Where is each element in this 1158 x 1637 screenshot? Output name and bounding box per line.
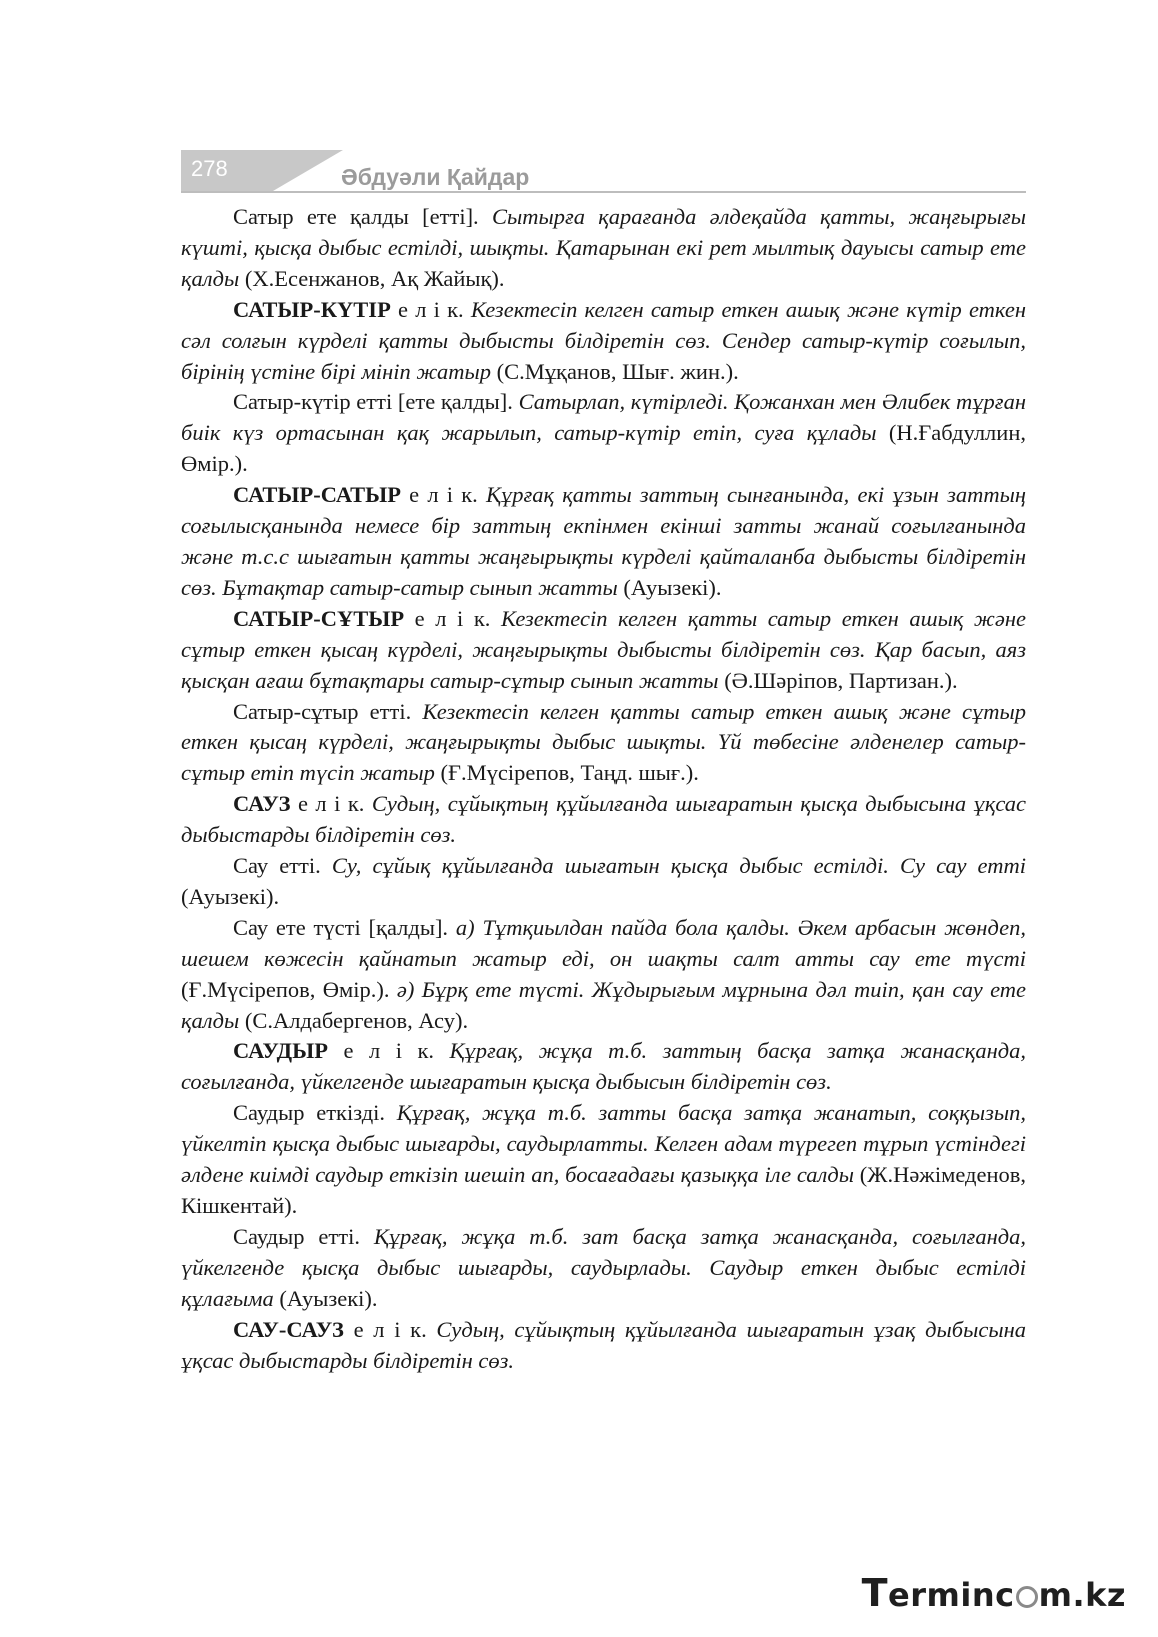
entry-source: (Ә.Шәріпов, Партизан.).: [718, 667, 958, 693]
entry-text: Сатыр ете қалды [етті].: [233, 204, 492, 229]
page-number: 278: [191, 156, 228, 181]
watermark-text-1: erminc: [888, 1576, 1015, 1614]
headword: САУ-САУЗ: [233, 1316, 344, 1342]
header-rule: [181, 191, 1026, 193]
entry-paragraph: [181, 1222, 1026, 1315]
entry-text: е л і к.: [390, 296, 471, 322]
running-title: Әбдуәли Қайдар: [341, 164, 530, 190]
entry-gloss: а) Тұтқиылдан пайда бола қалды. Әкем арбасын жөндеп, шешем көжесін қайнатып жатыр еді, он шақты салт атты сау ете түсті: [181, 914, 1026, 971]
watermark-t: T: [861, 1571, 889, 1615]
headword: САТЫР-КҮТІР: [233, 296, 391, 322]
entry-text: Сау ете түсті [қалды].: [233, 914, 456, 940]
entry-paragraph: [181, 604, 1026, 697]
entry-text: Сау етті.: [233, 853, 332, 879]
watermark-text-2: m.kz: [1038, 1576, 1126, 1614]
entry-paragraph: [181, 387, 1026, 480]
entry-text: е л і к.: [327, 1038, 450, 1064]
entry-source: (Ауызекі).: [181, 883, 280, 909]
entry-gloss: Судың, сұйықтың құйылғанда шығаратын қысқа дыбысына ұқсас дыбыстарды білдіретін сөз.: [181, 791, 1026, 848]
dictionary-entries: [181, 202, 1026, 1376]
entry-gloss: Кезектесіп келген сатыр еткен ашық және күтір еткен сәл солғын күрделі қатты дыбысты білдіретін сөз. Сендер сатыр-күтір соғылып, бірінің үстіне бірі мініп жатыр: [181, 296, 1026, 384]
entry-text: Саудыр етті.: [233, 1223, 374, 1249]
headword: САУЗ: [233, 791, 291, 817]
entry-source: (Ғ.Мүсірепов, Таңд. шығ.).: [434, 760, 699, 786]
entry-source: (Ауызекі).: [617, 574, 722, 600]
entry-text: е л і к.: [400, 482, 487, 508]
entry-source: (С.Мұқанов, Шығ. жин.).: [491, 358, 739, 384]
entry-source: (Ауызекі).: [273, 1285, 378, 1311]
entry-paragraph: [181, 851, 1026, 913]
entry-gloss: Сытырға қарағанда әлдеқайда қатты, жаңғырығы күшті, қысқа дыбыс естілді, шықты. Қатарынан екі рет мылтық дауысы сатыр ете қалды: [181, 204, 1026, 291]
entry-paragraph: [181, 913, 1026, 1037]
entry-paragraph: [181, 1036, 1026, 1098]
entry-paragraph: [181, 697, 1026, 790]
entry-gloss: Құрғақ, жұқа т.б. зат басқа затқа жанасқанда, соғылғанда, үйкелгенде қысқа дыбыс шығарды, саудырлады. Саудыр еткен дыбыс естілді құлағыма: [181, 1223, 1026, 1311]
entry-gloss-b: ә) Бұрқ ете түсті. Жұдырығым мұрнына дәл тиіп, қан сау ете қалды: [181, 976, 1026, 1033]
page-number-tab: [181, 150, 273, 191]
entry-text: Сатыр-күтір етті [ете қалды].: [233, 389, 519, 415]
entry-paragraph: [181, 480, 1026, 604]
entry-gloss: Судың, сұйықтың құйылғанда шығаратын ұзақ дыбысына ұқсас дыбыстарды білдіретін сөз.: [181, 1316, 1026, 1373]
entry-paragraph: [181, 789, 1026, 851]
entry-paragraph: [181, 1098, 1026, 1222]
entry-paragraph: [181, 202, 1026, 295]
termincom-watermark: [862, 1571, 1126, 1615]
entry-paragraph: [181, 1315, 1026, 1377]
headword: САТЫР-САТЫР: [233, 482, 401, 508]
headword: САТЫР-СҰТЫР: [233, 605, 405, 631]
entry-source: (Х.Есенжанов, Ақ Жайық).: [239, 265, 505, 291]
entry-gloss: Су, сұйық құйылғанда шығатын қысқа дыбыс естілді. Су сау етті: [331, 853, 1026, 879]
page-number-tab-wedge: [273, 150, 343, 191]
entry-paragraph: [181, 295, 1026, 388]
entry-gloss: Кезектесіп келген қатты сатыр еткен ашық және сұтыр еткен қысаң күрделі, жаңғырықты дыбыс шықты. Үй төбесіне әлденелер сатыр-сұтыр етіп түсіп жатыр: [181, 698, 1027, 786]
entry-gloss: Сатырлап, күтірледі. Қожанхан мен Әлибек тұрған биік күз ортасынан қақ жарылып, сатыр-күтір етіп, суға құлады: [181, 389, 1026, 446]
entry-gloss: Құрғақ, жұқа т.б. заттың басқа затқа жанасқанда, соғылғанда, үйкелгенде шығаратын қысқа дыбысын білдіретін сөз.: [181, 1038, 1026, 1095]
entry-source-b: (С.Алдабергенов, Асу).: [239, 1007, 469, 1033]
entry-source: (Ғ.Мүсірепов, Өмір.).: [181, 976, 397, 1002]
entry-source: (Н.Ғабдуллин, Өмір.).: [181, 420, 1026, 477]
entry-gloss: Құрғақ, жұқа т.б. затты басқа затқа жанатып, соққызып, үйкелтіп қысқа дыбыс шығарды, саудырлатты. Келген адам түрегеп тұрып үстіндегі әлдене киімді саудыр еткізіп шешіп ап, босағадағы қазыққа іле салды: [181, 1100, 1026, 1188]
magnifier-o-icon: [1016, 1586, 1038, 1608]
entry-text: Саудыр еткізді.: [233, 1100, 397, 1126]
entry-text: е л і к.: [404, 605, 501, 631]
entry-text: Сатыр-сұтыр етті.: [233, 698, 423, 724]
headword: САУДЫР: [233, 1038, 328, 1064]
entry-source: (Ж.Нәжімеденов, Кішкентай).: [181, 1162, 1027, 1218]
entry-text: е л і к.: [290, 791, 372, 817]
entry-gloss: Құрғақ қатты заттың сынғанында, екі ұзын заттың соғылысқанында немесе бір заттың екпінмен екінші затты жанай соғылғанында және т.с.с шығатын қатты жаңғырықты күрделі қайталанба дыбысты білдіретін сөз. Бұтақтар сатыр-сатыр сынып жатты: [181, 482, 1026, 600]
entry-gloss: Кезектесіп келген қатты сатыр еткен ашық және сұтыр еткен қысаң күрделі, жаңғырықты дыбысты білдіретін сөз. Қар басып, аяз қысқан ағаш бұтақтары сатыр-сұтыр сынып жатты: [181, 605, 1026, 693]
entry-text: е л і к.: [343, 1316, 437, 1342]
page-header: [181, 150, 1026, 196]
